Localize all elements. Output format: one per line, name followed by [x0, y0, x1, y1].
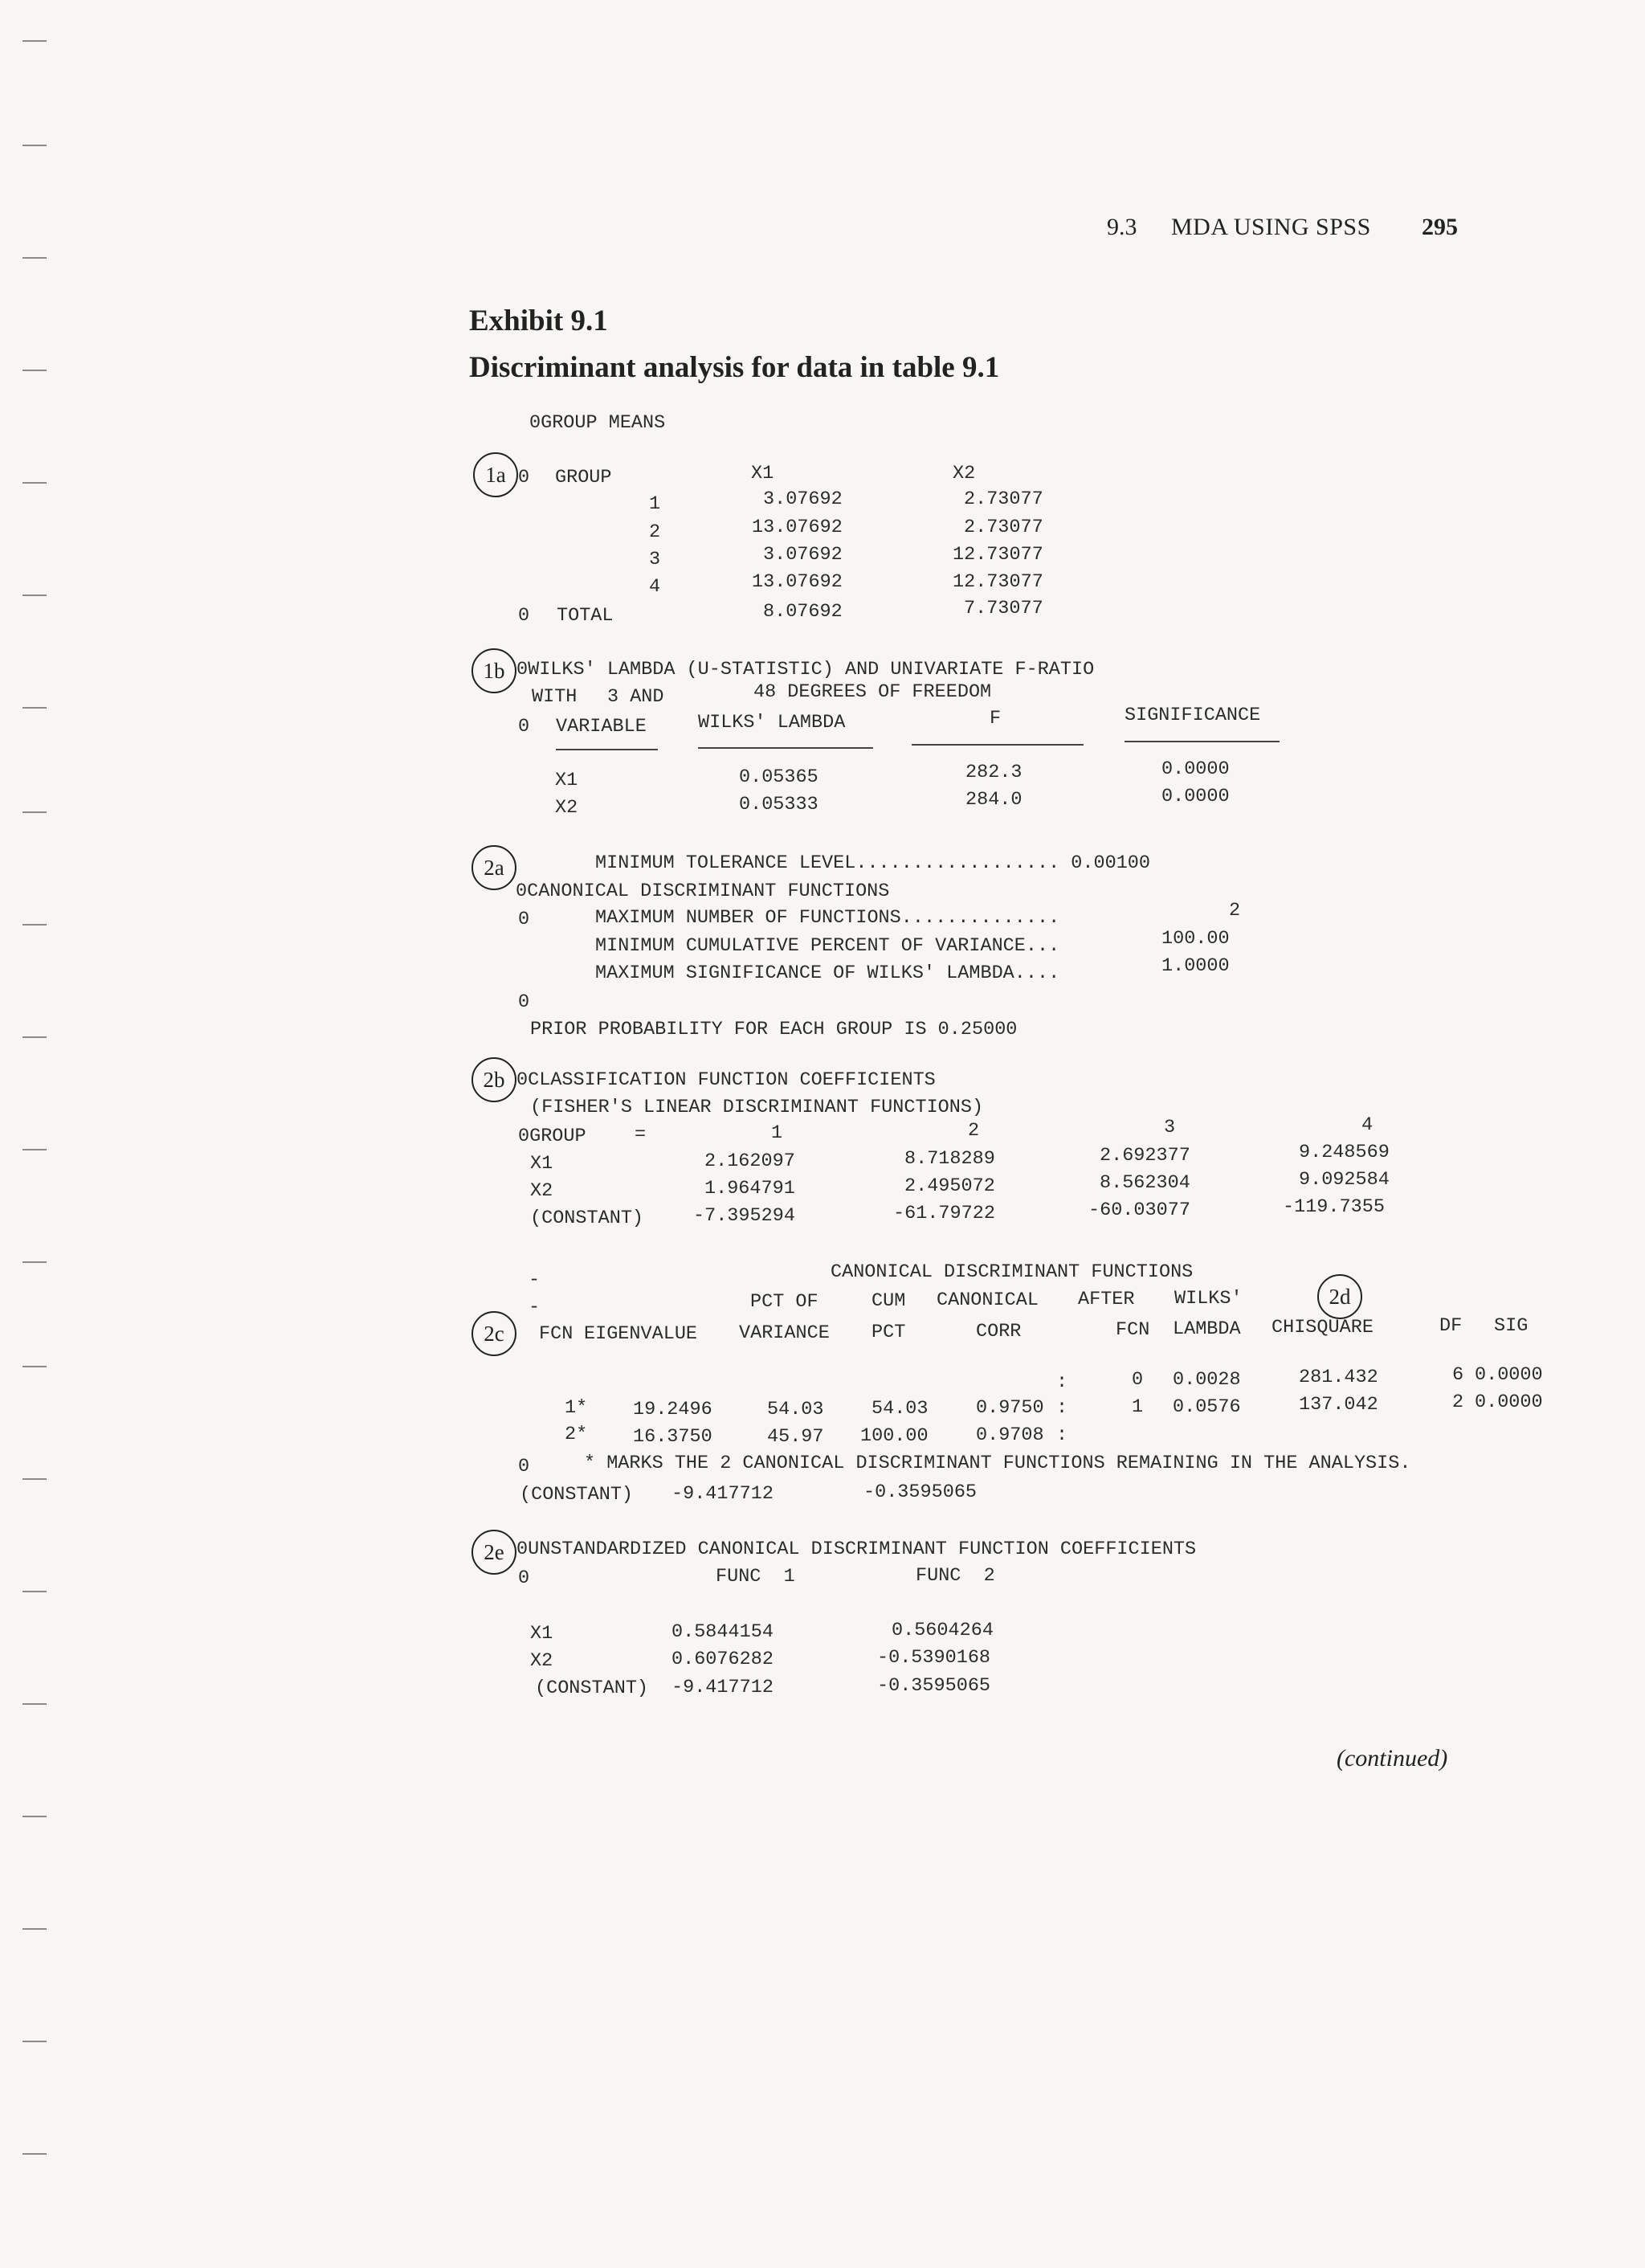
unstandardized-f1: 0.6076282 [671, 1649, 774, 1670]
wilks-header-variable: VARIABLE [556, 716, 647, 738]
wilks-degrees: 48 DEGREES OF FREEDOM [753, 681, 992, 703]
canonical-header-after: AFTER [1078, 1289, 1135, 1310]
classification-title: 0CLASSIFICATION FUNCTION COEFFICIENTS [516, 1069, 936, 1091]
group-means-header-x2: X2 [953, 463, 976, 484]
wilks-header-lambda: WILKS' LAMBDA [698, 712, 846, 734]
classification-value: 9.248569 [1299, 1142, 1390, 1163]
canonical-row1-chisquare: 137.042 [1299, 1394, 1378, 1416]
group-means-row-group: 4 [649, 576, 661, 598]
canonical-header-corr: CORR [976, 1321, 1022, 1342]
group-means-row-x2: 2.73077 [964, 517, 1043, 538]
settings-zero: 0 [518, 909, 530, 930]
group-means-row-x2: 12.73077 [953, 544, 1043, 566]
unstandardized-f2: 0.5604264 [892, 1620, 994, 1641]
canonical-header-lambda: LAMBDA [1173, 1318, 1241, 1340]
group-means-row-group: 2 [649, 521, 661, 543]
group-means-row-x1: 3.07692 [763, 488, 843, 510]
classification-equals: = [635, 1124, 647, 1146]
max-significance-label: MAXIMUM SIGNIFICANCE OF WILKS' LAMBDA.... [595, 962, 1060, 984]
min-cumulative-label: MINIMUM CUMULATIVE PERCENT OF VARIANCE... [595, 935, 1060, 957]
exhibit-caption: Discriminant analysis for data in table 9.1 [469, 351, 1000, 384]
max-significance-value: 1.0000 [1161, 955, 1230, 977]
unstandardized-func2-heading: FUNC 2 [916, 1565, 995, 1587]
canonical-header-sig: SIG [1494, 1315, 1529, 1337]
group-means-title: 0GROUP MEANS [529, 412, 666, 434]
min-tolerance-line: MINIMUM TOLERANCE LEVEL.................. 0.00100 [595, 852, 1151, 874]
canonical-row2-colon: : [1056, 1424, 1068, 1446]
canonical-row1-eigenvalue: 19.2496 [633, 1399, 712, 1420]
group-means-header-zero: 0 [518, 467, 530, 488]
group-means-total-zero: 0 [518, 605, 530, 627]
max-functions-label: MAXIMUM NUMBER OF FUNCTIONS.............. [595, 907, 1060, 929]
canonical-header-pct: PCT [871, 1322, 906, 1343]
classification-value: 8.718289 [904, 1148, 995, 1170]
unstandardized-row-label: (CONSTANT) [535, 1678, 649, 1699]
canonical-row2-corr: 0.9708 [976, 1424, 1044, 1446]
canonical-row1-fcn2: 1 [1132, 1396, 1144, 1418]
unstandardized-f1: 0.5844154 [671, 1621, 774, 1643]
group-means-row-x2: 12.73077 [953, 571, 1043, 593]
classification-group-heading: 4 [1361, 1114, 1374, 1136]
classification-value: -7.395294 [693, 1205, 795, 1227]
canonical-row1-corr: 0.9750 [976, 1397, 1044, 1419]
wilks-row-f: 282.3 [965, 762, 1023, 783]
unstandardized-title: 0UNSTANDARDIZED CANONICAL DISCRIMINANT FUNCTION COEFFICIENTS [516, 1539, 1197, 1560]
wilks-row-f: 284.0 [965, 789, 1023, 811]
canonical-dash: - [529, 1269, 541, 1291]
classification-subtitle: (FISHER'S LINEAR DISCRIMINANT FUNCTIONS) [530, 1097, 984, 1118]
unstandardized-func1-heading: FUNC 1 [716, 1566, 795, 1588]
canonical-note-zero: 0 [518, 1456, 530, 1477]
wilks-header-zero: 0 [518, 716, 530, 738]
unstandardized-row-label: X1 [530, 1623, 553, 1645]
wilks-row-lambda: 0.05333 [739, 794, 818, 815]
canonical-header-fcn: FCN [539, 1323, 574, 1345]
page-binding-edge [0, 0, 48, 2268]
group-means-row-x1: 3.07692 [763, 544, 843, 566]
classification-value: 2.162097 [704, 1150, 795, 1172]
unstandardized-f1: -9.417712 [671, 1677, 774, 1698]
group-means-row-x1: 13.07692 [752, 571, 843, 593]
canonical-row2-pct-variance: 45.97 [767, 1426, 824, 1448]
canonical-row1-pct-variance: 54.03 [767, 1399, 824, 1420]
marker-2e: 2e [471, 1530, 516, 1575]
marker-2d: 2d [1317, 1274, 1362, 1319]
canonical-row0-fcn: 0 [1132, 1369, 1144, 1391]
group-means-total-x1: 8.07692 [763, 601, 843, 623]
prior-probability-line: PRIOR PROBABILITY FOR EACH GROUP IS 0.25000 [530, 1019, 1018, 1040]
max-functions-value: 2 [1229, 900, 1241, 922]
exhibit-label: Exhibit 9.1 [469, 304, 608, 337]
min-cumulative-value: 100.00 [1161, 928, 1230, 950]
classification-group-heading: 3 [1164, 1117, 1176, 1138]
header-section-number: 9.3 [1107, 214, 1137, 240]
wilks-with-label: WITH [532, 686, 578, 708]
classification-group-heading: 1 [771, 1122, 783, 1144]
group-means-row-group: 3 [649, 549, 661, 570]
classification-value: 8.562304 [1100, 1172, 1190, 1194]
wilks-title: 0WILKS' LAMBDA (U-STATISTIC) AND UNIVARIATE F-RATIO [516, 659, 1095, 680]
canonical-table-title: CANONICAL DISCRIMINANT FUNCTIONS [831, 1261, 1194, 1283]
canonical-header-variance: VARIANCE [739, 1322, 830, 1344]
unstandardized-f2: -0.3595065 [877, 1675, 991, 1697]
canonical-row2-eigenvalue: 16.3750 [633, 1426, 712, 1448]
wilks-row-var: X2 [555, 797, 578, 819]
group-means-header-group: GROUP [555, 467, 612, 488]
classification-value: -61.79722 [893, 1203, 995, 1224]
classification-value: -60.03077 [1088, 1199, 1190, 1221]
marker-2a: 2a [471, 845, 516, 890]
marker-1a: 1a [473, 452, 518, 497]
classification-row-label: X1 [530, 1153, 553, 1175]
group-means-row-x2: 2.73077 [964, 488, 1043, 510]
divider [1125, 741, 1280, 742]
canonical-row2-fcn: 2* [565, 1424, 588, 1445]
divider [698, 747, 873, 749]
canonical-header-cum: CUM [871, 1290, 906, 1312]
wilks-row-sig: 0.0000 [1161, 758, 1230, 780]
classification-value: 9.092584 [1299, 1169, 1390, 1191]
unstandardized-row-label: X2 [530, 1650, 553, 1672]
canonical-functions-title: 0CANONICAL DISCRIMINANT FUNCTIONS [516, 881, 890, 902]
group-means-total-label: TOTAL [557, 605, 614, 627]
group-means-header-x1: X1 [751, 463, 774, 484]
canonical-constant-f1: -9.417712 [671, 1483, 774, 1505]
canonical-row1-df: 2 [1452, 1391, 1464, 1413]
wilks-row-lambda: 0.05365 [739, 766, 818, 788]
wilks-header-f: F [990, 708, 1002, 729]
canonical-row0-lambda: 0.0028 [1173, 1369, 1241, 1391]
canonical-dash: - [529, 1297, 541, 1318]
group-means-total-x2: 7.73077 [964, 598, 1043, 619]
wilks-df1: 3 AND [607, 686, 664, 708]
classification-value: 2.692377 [1100, 1145, 1190, 1167]
prior-zero: 0 [518, 991, 530, 1013]
canonical-row1-fcn: 1* [565, 1397, 588, 1419]
canonical-row1-lambda: 0.0576 [1173, 1396, 1241, 1418]
canonical-row1-cum-pct: 54.03 [871, 1398, 929, 1420]
unstandardized-zero: 0 [518, 1567, 530, 1589]
marker-1b: 1b [471, 648, 516, 693]
continued-note: (continued) [1337, 1745, 1448, 1771]
classification-value: 1.964791 [704, 1178, 795, 1199]
classification-group-label: 0GROUP [518, 1126, 586, 1147]
divider [556, 749, 658, 750]
divider [912, 744, 1084, 746]
canonical-row1-sig: 0.0000 [1475, 1391, 1543, 1413]
canonical-row1-colon: : [1056, 1397, 1068, 1419]
unstandardized-f2: -0.5390168 [877, 1647, 991, 1669]
marker-2c: 2c [471, 1311, 516, 1356]
classification-value: 2.495072 [904, 1175, 995, 1197]
wilks-header-significance: SIGNIFICANCE [1125, 705, 1261, 726]
marker-2b: 2b [471, 1057, 516, 1102]
canonical-header-wilks: WILKS' [1174, 1288, 1243, 1310]
canonical-row2-cum-pct: 100.00 [860, 1425, 929, 1447]
classification-row-label: (CONSTANT) [530, 1208, 644, 1229]
wilks-row-var: X1 [555, 770, 578, 791]
group-means-row-group: 1 [649, 493, 661, 515]
canonical-note: * MARKS THE 2 CANONICAL DISCRIMINANT FUNCTIONS REMAINING IN THE ANALYSIS. [584, 1453, 1411, 1474]
canonical-header-fcn2: FCN [1116, 1319, 1150, 1341]
canonical-row0-df: 6 [1452, 1364, 1464, 1386]
wilks-row-sig: 0.0000 [1161, 786, 1230, 807]
classification-row-label: X2 [530, 1180, 553, 1202]
canonical-header-pct-of: PCT OF [750, 1291, 818, 1313]
classification-group-heading: 2 [968, 1120, 980, 1142]
canonical-constant-label: (CONSTANT) [520, 1484, 634, 1506]
canonical-header-eigenvalue: EIGENVALUE [584, 1323, 698, 1345]
canonical-header-df: DF [1439, 1315, 1463, 1337]
canonical-row0-chisquare: 281.432 [1299, 1367, 1378, 1388]
canonical-header-chisquare: CHISQUARE [1272, 1317, 1374, 1338]
canonical-header-canonical: CANONICAL [937, 1289, 1039, 1311]
classification-value: -119.7355 [1283, 1196, 1385, 1218]
canonical-row0-sig: 0.0000 [1475, 1364, 1543, 1386]
group-means-row-x1: 13.07692 [752, 517, 843, 538]
canonical-row0-colon: : [1056, 1371, 1068, 1393]
canonical-constant-f2: -0.3595065 [863, 1481, 978, 1503]
header-section-title: MDA USING SPSS [1171, 214, 1371, 240]
header-page-number: 295 [1422, 214, 1458, 240]
